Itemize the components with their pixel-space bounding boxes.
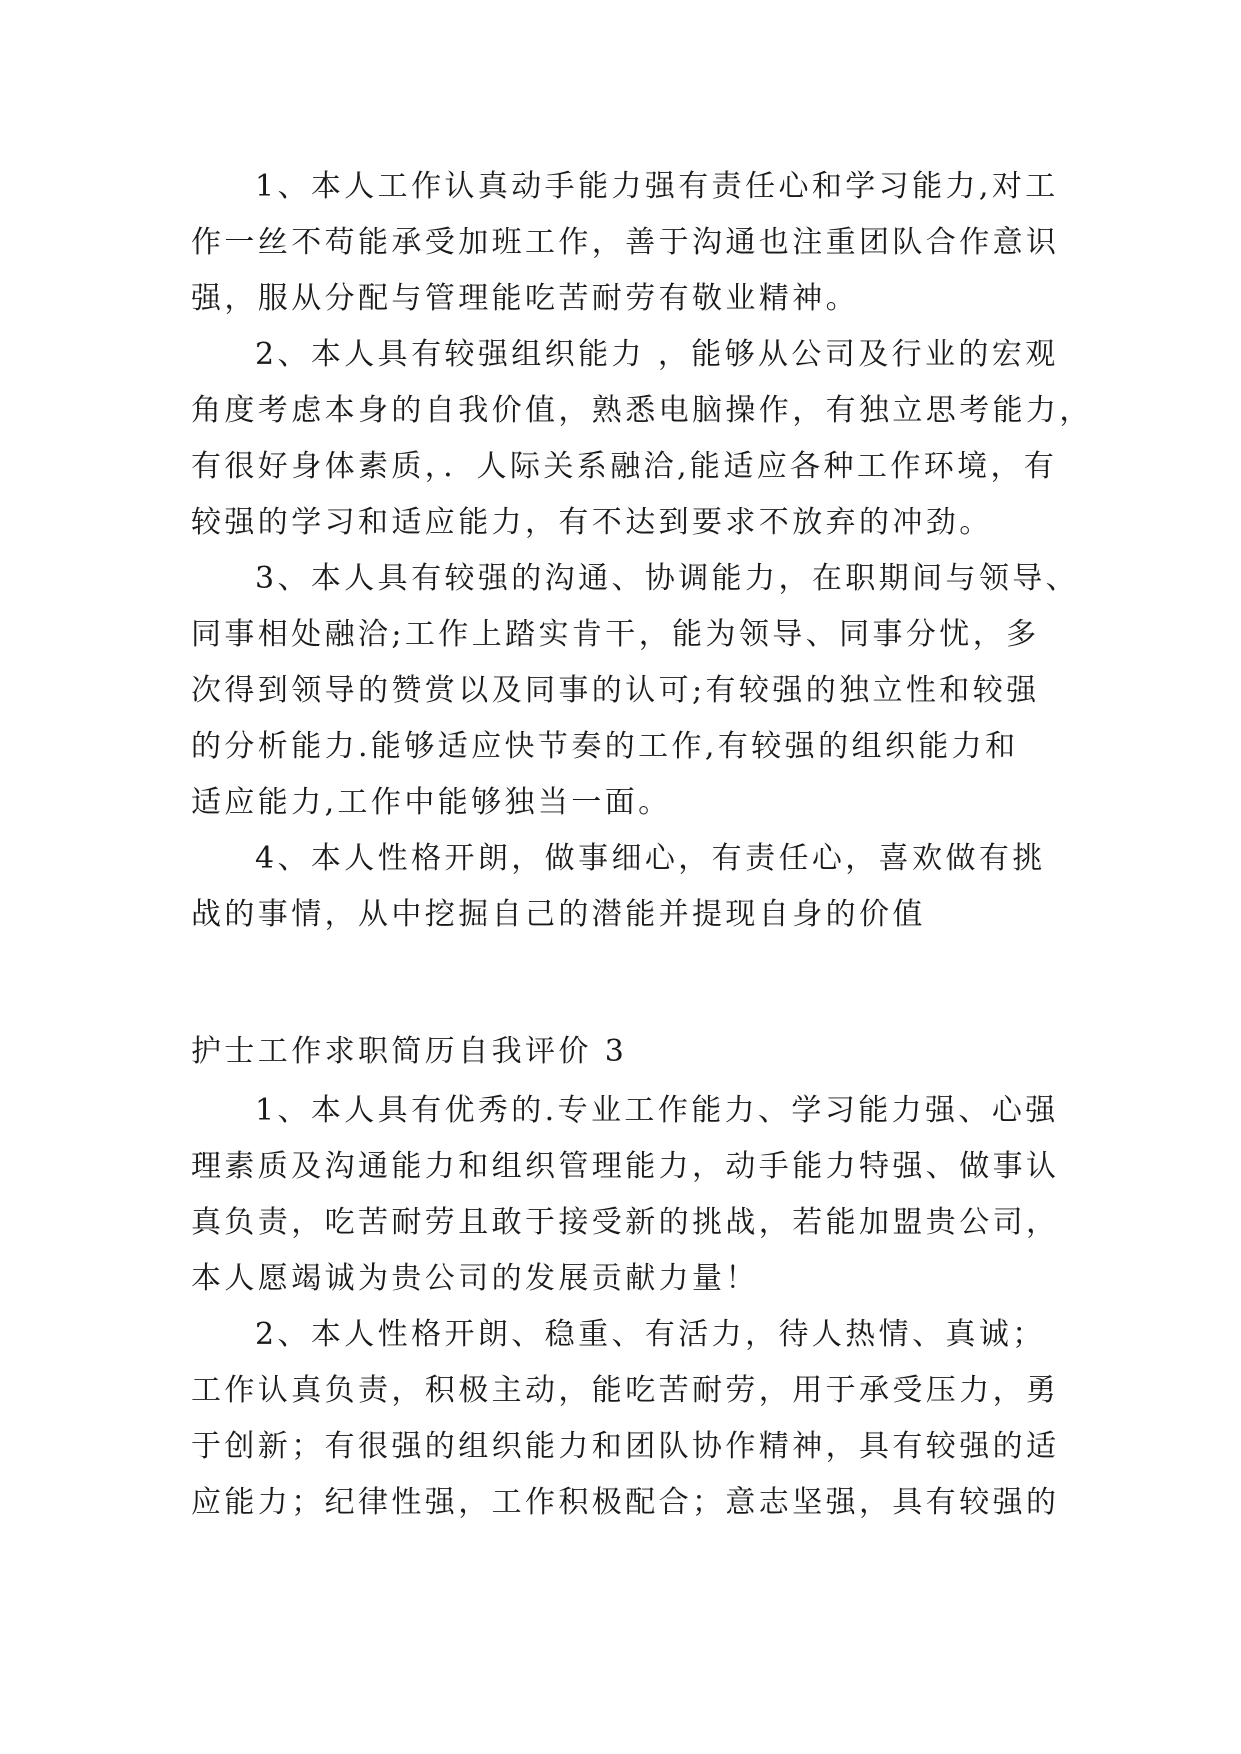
text-line: 于创新；有很强的组织能力和团队协作精神，具有较强的适 xyxy=(191,1429,1060,1464)
section-3-body xyxy=(191,1083,1060,1531)
section-title: 护士工作求职简历自我评价 3 xyxy=(191,1034,628,1069)
paragraph-item-1 xyxy=(191,1083,1060,1307)
text-line: 3、本人具有较强的沟通、协调能力，在职期间与领导、 xyxy=(255,561,1080,596)
text-line: 4、本人性格开朗，做事细心，有责任心，喜欢做有挑 xyxy=(255,841,1046,876)
paragraph-item-1 xyxy=(191,159,1060,327)
paragraph-item-3 xyxy=(191,551,1080,831)
paragraph-item-2 xyxy=(191,327,1093,551)
text-line: 作一丝不苟能承受加班工作，善于沟通也注重团队合作意识 xyxy=(191,225,1060,260)
text-line: 战的事情，从中挖掘自己的潜能并提现自身的价值 xyxy=(191,897,926,932)
text-line: 较强的学习和适应能力，有不达到要求不放弃的冲劲。 xyxy=(191,505,993,540)
text-line: 真负责，吃苦耐劳且敢于接受新的挑战，若能加盟贵公司， xyxy=(191,1205,1060,1240)
paragraph-item-4 xyxy=(191,831,1051,943)
section-2-body xyxy=(191,159,1093,943)
text-line: 次得到领导的赞赏以及同事的认可;有较强的独立性和较强 xyxy=(191,673,1040,708)
paragraph-item-2 xyxy=(191,1307,1060,1531)
text-line: 角度考虑本身的自我价值，熟悉电脑操作，有独立思考能力， xyxy=(191,393,1093,428)
text-line: 同事相处融洽;工作上踏实肯干，能为领导、同事分忧，多 xyxy=(191,617,1040,652)
text-line: 2、本人性格开朗、稳重、有活力，待人热情、真诚； xyxy=(255,1317,1046,1352)
text-line: 应能力；纪律性强，工作积极配合；意志坚强，具有较强的 xyxy=(191,1485,1060,1520)
text-line: 的分析能力.能够适应快节奏的工作,有较强的组织能力和 xyxy=(191,729,1019,764)
text-line: 工作认真负责，积极主动，能吃苦耐劳，用于承受压力，勇 xyxy=(191,1373,1060,1408)
text-line: 有很好身体素质，．人际关系融洽,能适应各种工作环境，有 xyxy=(191,449,1058,484)
text-line: 本人愿竭诚为贵公司的发展贡献力量！ xyxy=(191,1261,759,1296)
text-line: 1、本人工作认真动手能力强有责任心和学习能力,对工 xyxy=(255,169,1059,204)
text-line: 强，服从分配与管理能吃苦耐劳有敬业精神。 xyxy=(191,281,859,316)
text-line: 理素质及沟通能力和组织管理能力，动手能力特强、做事认 xyxy=(191,1149,1060,1184)
section-heading xyxy=(191,1024,1051,1080)
text-line: 1、本人具有优秀的.专业工作能力、学习能力强、心强 xyxy=(255,1093,1059,1128)
text-line: 2、本人具有较强组织能力 ，能够从公司及行业的宏观 xyxy=(255,337,1059,372)
text-line: 适应能力,工作中能够独当一面。 xyxy=(191,785,672,820)
